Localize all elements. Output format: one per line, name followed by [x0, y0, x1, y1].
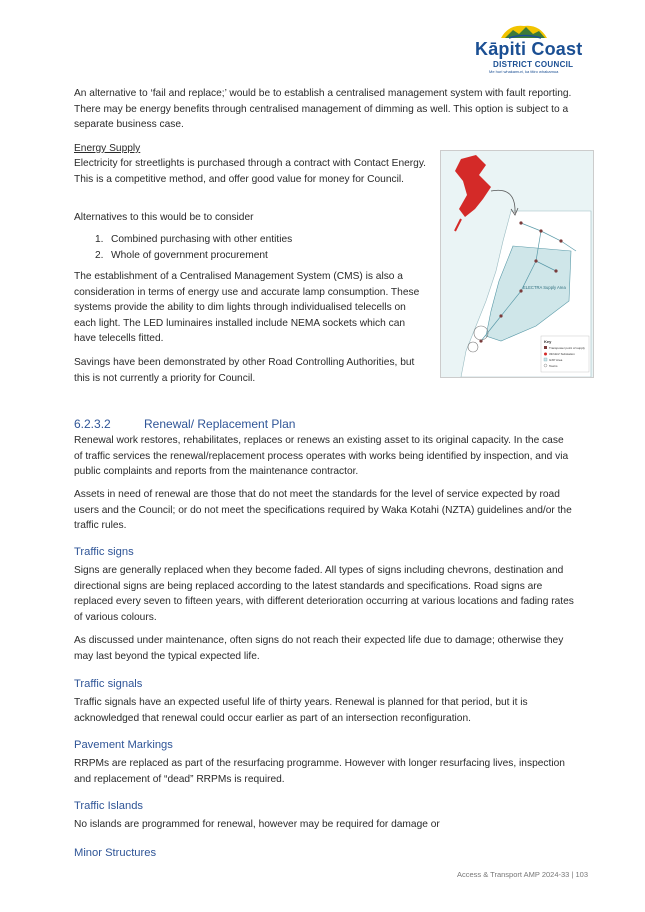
map-key-item: Towns	[549, 364, 558, 368]
energy-paragraph-1: Electricity for streetlights is purchased through a contract with Contact Energy. This is a competitive method, and offer good value for money for Council.	[74, 158, 427, 185]
energy-supply-heading: Energy Supply	[74, 143, 141, 154]
pavement-markings-heading: Pavement Markings	[74, 739, 173, 751]
paragraph-alternative: An alternative to ‘fail and replace;’ would be to establish a centralised management system with fault reporting. There may be energy benefits through centralised management of dimming as well. This option is subject to a separate business case.	[74, 88, 572, 131]
council-logo	[469, 22, 589, 74]
energy-paragraph-3: The establishment of a Centralised Management System (CMS) is also a consideration in terms of energy use and accurate lamp consumption. These systems provide the ability to dim lights through individualised telecells on each light. The LED luminaires installed include NEMA sockets which can have telecells fitted.	[74, 271, 420, 345]
traffic-signs-paragraph-1: Signs are generally replaced when they become faded. All types of signs including chevrons, destination and directional signs are being replaced according to the latest standards and specifications. Road signs are replaced every seven to fifteen years, with different deterioration occurring at various locations and fading rates of various colours.	[74, 565, 574, 623]
traffic-islands-paragraph: No islands are programmed for renewal, however may be required for damage or	[74, 819, 440, 830]
section-heading: 6.2.3.2 Renewal/ Replacement Plan	[74, 417, 296, 431]
energy-paragraph-2: Alternatives to this would be to consider	[74, 212, 254, 223]
logo-subtitle: DISTRICT COUNCIL	[493, 60, 574, 69]
map-key-item: 33/11kV Substation	[549, 352, 575, 356]
page-footer: Access & Transport AMP 2024-33 | 103	[456, 870, 588, 879]
map-key-item: GXP Area	[549, 358, 563, 362]
logo-title: Kāpiti Coast	[475, 39, 583, 59]
logo-tagline: Me huri whakamuri, ka titiro whakamua	[489, 69, 559, 74]
energy-paragraph-4: Savings have been demonstrated by other Road Controlling Authorities, but this is not currently a priority for Council.	[74, 357, 415, 384]
traffic-islands-heading: Traffic Islands	[74, 800, 144, 812]
map-key-item: Transpower point of supply	[549, 346, 585, 350]
traffic-signals-heading: Traffic signals	[74, 678, 143, 690]
list-item: 1. Combined purchasing with other entities	[95, 234, 293, 245]
renewal-paragraph-1: Renewal work restores, rehabilitates, replaces or renews an existing asset to its original capacity. In the case of traffic services the renewal/replacement process operates with works being identified by inspection, and via public complaints and reports from the maintenance contractor.	[74, 435, 569, 478]
map-graphic	[441, 151, 593, 377]
logo-emblem-icon	[499, 22, 549, 40]
traffic-signs-heading: Traffic signs	[74, 546, 134, 558]
pavement-markings-paragraph: RRPMs are replaced as part of the resurfacing programme. However with longer resurfacing lives, inspection and replacement of “dead” RRPMs is required.	[74, 758, 565, 785]
minor-structures-heading: Minor Structures	[74, 847, 157, 859]
electra-supply-map	[440, 150, 594, 378]
renewal-paragraph-2: Assets in need of renewal are those that do not meet the standards for the level of service expected by road users and the Council; or do not meet the specifications required by Waka Kotahi (NZTA) guidelines and/or the traffic rules.	[74, 489, 572, 532]
map-area-label: ELECTRA Supply Area	[523, 285, 566, 290]
map-key-title: Key	[544, 339, 552, 344]
list-item: 2. Whole of government procurement	[95, 249, 268, 261]
traffic-signals-paragraph: Traffic signals have an expected useful life of thirty years. Renewal is planned for that period, but it is acknowledged that renewal could occur earlier as part of an intersection reconfiguration.	[74, 697, 528, 724]
alternatives-list	[74, 232, 292, 263]
traffic-signs-paragraph-2: As discussed under maintenance, often signs do not reach their expected life due to damage; otherwise they may last beyond the typical expected life.	[74, 635, 564, 662]
